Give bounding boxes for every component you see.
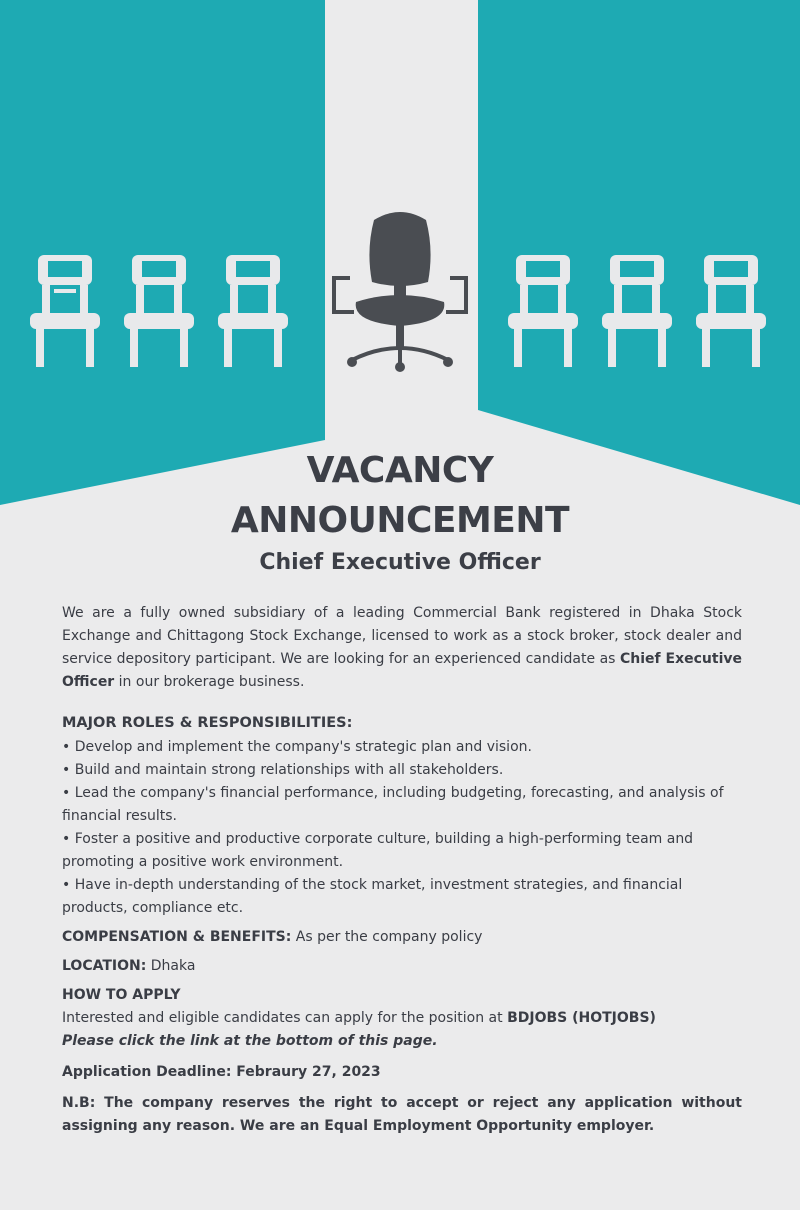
nb-note: N.B: The company reserves the right to accept or reject any application without assigning any reason. We are an Equal Employment Opportunity employer. <box>62 1095 742 1134</box>
list-item: • Have in-depth understanding of the stock market, investment strategies, and financial products, compliance etc. <box>62 877 683 916</box>
compensation-value: As per the company policy <box>291 929 483 945</box>
office-chair-icon <box>330 210 470 375</box>
empty-chair-icon <box>696 255 766 367</box>
left-chairs <box>30 255 300 367</box>
intro-text-before: We are a fully owned subsidiary of a leading Commercial Bank registered in Dhaka Stock Exchange and Chittagong Stock Exchange, licensed to work as a stock broker, stock dealer and service depository participant. We are looking for an experienced candidate as <box>62 605 742 667</box>
intro-paragraph <box>62 602 742 694</box>
intro-highlight: Chief Executive Officer <box>62 651 743 690</box>
empty-chair-icon <box>602 255 672 367</box>
position-subtitle: Chief Executive Officer <box>259 550 541 575</box>
right-chairs <box>508 255 778 367</box>
empty-chair-icon <box>30 255 100 367</box>
compensation-label: COMPENSATION & BENEFITS: <box>62 929 292 945</box>
location-line <box>62 955 742 978</box>
title-line-2: ANNOUNCEMENT <box>230 500 570 541</box>
apply-text-line <box>62 1007 742 1030</box>
title-line-1: VACANCY <box>306 450 494 491</box>
announcement-body <box>62 602 742 1138</box>
location-value: Dhaka <box>146 958 196 974</box>
list-item: • Develop and implement the company's strategic plan and vision. <box>62 739 532 755</box>
roles-heading: MAJOR ROLES & RESPONSIBILITIES: <box>62 715 353 731</box>
list-item: • Foster a positive and productive corporate culture, building a high-performing team and promoting a positive work environment. <box>62 831 694 870</box>
apply-heading: HOW TO APPLY <box>62 987 181 1003</box>
empty-chair-icon <box>124 255 194 367</box>
apply-note: Please click the link at the bottom of this page. <box>62 1033 438 1049</box>
apply-text: Interested and eligible candidates can apply for the position at <box>62 1010 508 1026</box>
apply-site: BDJOBS (HOTJOBS) <box>507 1010 656 1026</box>
empty-chair-icon <box>508 255 578 367</box>
empty-chair-icon <box>218 255 288 367</box>
intro-text-after: in our brokerage business. <box>114 674 305 690</box>
list-item: • Build and maintain strong relationships with all stakeholders. <box>62 762 504 778</box>
list-item: • Lead the company's financial performance, including budgeting, forecasting, and analysis of financial results. <box>62 785 724 824</box>
location-label: LOCATION: <box>62 958 147 974</box>
compensation-line <box>62 926 742 949</box>
roles-list <box>62 736 742 920</box>
application-deadline: Application Deadline: Febraury 27, 2023 <box>62 1064 381 1080</box>
